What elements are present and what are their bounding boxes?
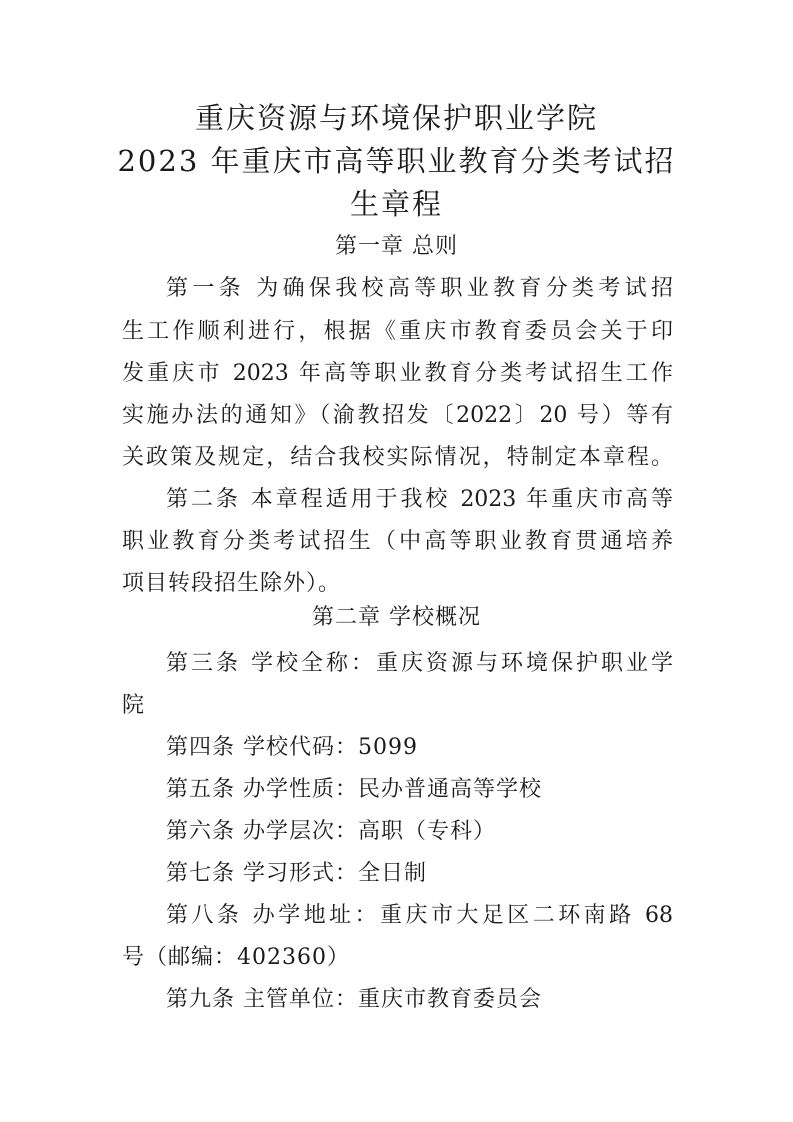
document-title-line-3: 生章程	[349, 187, 443, 221]
article-2-line: 第二条 本章程适用于我校 2023 年重庆市高等	[166, 487, 673, 512]
chapter-2-heading: 第二章 学校概况	[312, 605, 481, 630]
document-title-line-2: 2023 年重庆市高等职业教育分类考试招	[117, 144, 676, 178]
article-2-line: 职业教育分类考试招生（中高等职业教育贯通培养	[122, 529, 673, 554]
article-1-line: 生工作顺利进行，根据《重庆市教育委员会关于印	[122, 319, 673, 344]
article-9: 第九条 主管单位：重庆市教育委员会	[166, 987, 542, 1012]
article-1-line: 第一条 为确保我校高等职业教育分类考试招	[166, 276, 673, 301]
article-4: 第四条 学校代码：5099	[166, 735, 418, 760]
article-3-line: 院	[122, 693, 146, 718]
article-8-line: 号（邮编：402360）	[122, 945, 350, 970]
article-3-line: 第三条 学校全称：重庆资源与环境保护职业学	[166, 651, 673, 676]
article-1-line: 关政策及规定，结合我校实际情况，特制定本章程。	[122, 445, 673, 470]
document-title-line-1: 重庆资源与环境保护职业学院	[194, 101, 598, 135]
article-5: 第五条 办学性质：民办普通高等学校	[166, 777, 542, 802]
article-7: 第七条 学习形式：全日制	[166, 861, 427, 886]
article-1-line: 发重庆市 2023 年高等职业教育分类考试招生工作	[122, 361, 673, 386]
article-8-line: 第八条 办学地址：重庆市大足区二环南路 68	[166, 903, 673, 928]
article-1-line: 实施办法的通知》（渝教招发〔2022〕20 号）等有	[122, 403, 673, 428]
article-6: 第六条 办学层次：高职（专科）	[166, 819, 496, 844]
chapter-1-heading: 第一章 总则	[335, 234, 458, 259]
article-2-line: 项目转段招生除外）。	[122, 571, 342, 596]
